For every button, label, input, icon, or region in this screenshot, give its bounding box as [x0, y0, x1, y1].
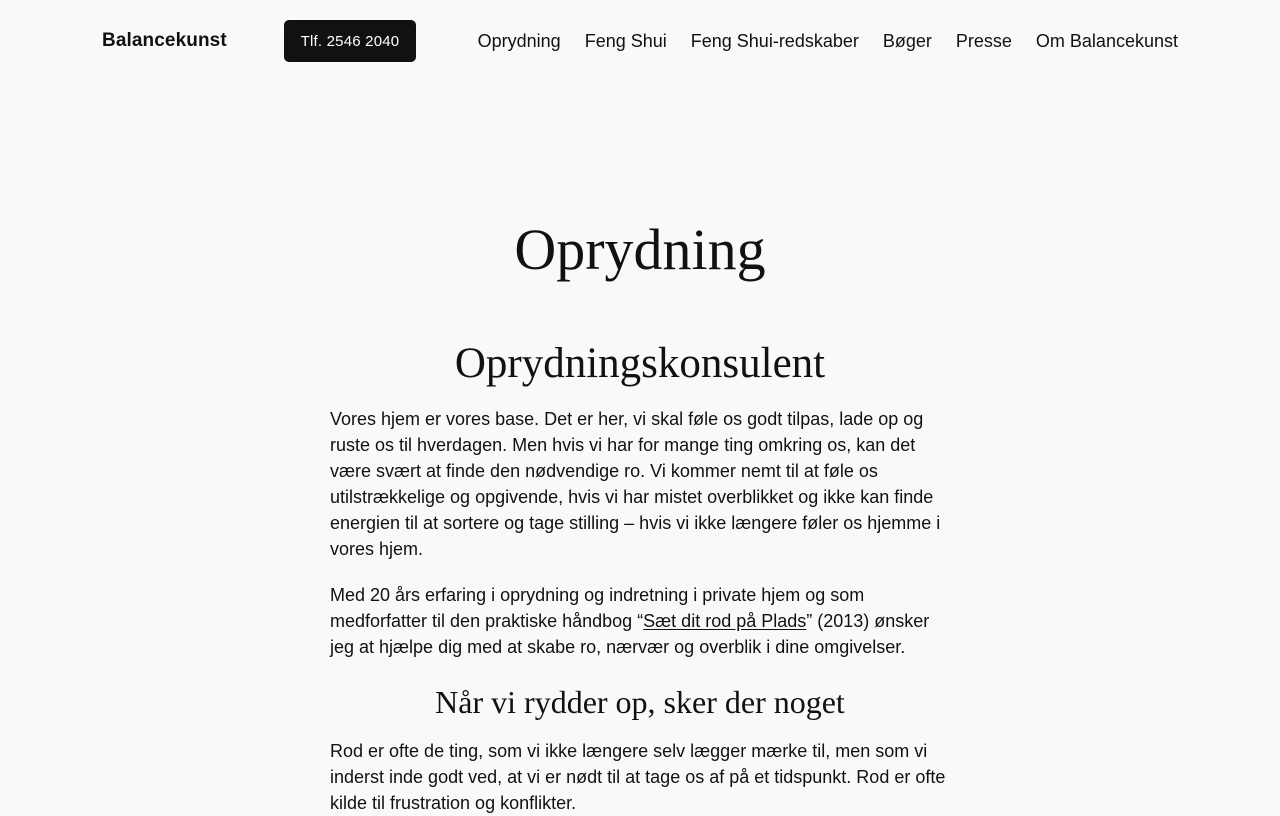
experience-text-before-link: Med 20 års erfaring i oprydning og indretning i private hjem og som medforfatter til den praktiske håndbog “: [330, 585, 865, 631]
main-content: [330, 336, 950, 816]
nav-item-feng-shui-redskaber[interactable]: Feng Shui-redskaber: [690, 31, 859, 51]
experience-paragraph: [330, 582, 950, 660]
section-heading-rydder-op: Når vi rydder op, sker der noget: [435, 684, 845, 720]
nav-item-presse[interactable]: Presse: [955, 31, 1012, 51]
clutter-paragraph: Rod er ofte de ting, som vi ikke længere selv lægger mærke til, men som vi inderst inde godt ved, at vi er nødt til at tage os af på et tidspunkt. Rod er ofte kilde til frustration og konflikter.: [330, 741, 946, 813]
book-link[interactable]: Sæt dit rod på Plads: [643, 611, 807, 631]
main-navigation: [478, 30, 1178, 52]
nav-item-boger[interactable]: Bøger: [882, 31, 932, 51]
phone-button[interactable]: Tlf. 2546 2040: [284, 20, 416, 62]
experience-text-after-link: ” (2013) ønsker jeg at hjælpe dig med at skabe ro, nærvær og overblik i dine omgivelser.: [330, 611, 930, 657]
nav-item-feng-shui[interactable]: Feng Shui: [584, 31, 667, 51]
nav-item-oprydning[interactable]: Oprydning: [477, 31, 561, 51]
page-title: Oprydning: [514, 217, 766, 282]
nav-item-om-balancekunst[interactable]: Om Balancekunst: [1035, 31, 1178, 51]
site-title-link[interactable]: Balancekunst: [102, 30, 227, 51]
section-heading-oprydningskonsulent: Oprydningskonsulent: [454, 340, 826, 387]
site-header: [0, 0, 1280, 82]
intro-paragraph: Vores hjem er vores base. Det er her, vi skal føle os godt tilpas, lade op og ruste os til hverdagen. Men hvis vi har for mange ting omkring os, kan det være svært at finde den nødvendige ro. Vi kommer nemt til at føle os utilstrækkelige og opgivende, hvis vi har mistet overblikket og ikke kan finde energien til at sortere og tage stilling – hvis vi ikke længere føler os hjemme i vores hjem.: [330, 409, 941, 559]
